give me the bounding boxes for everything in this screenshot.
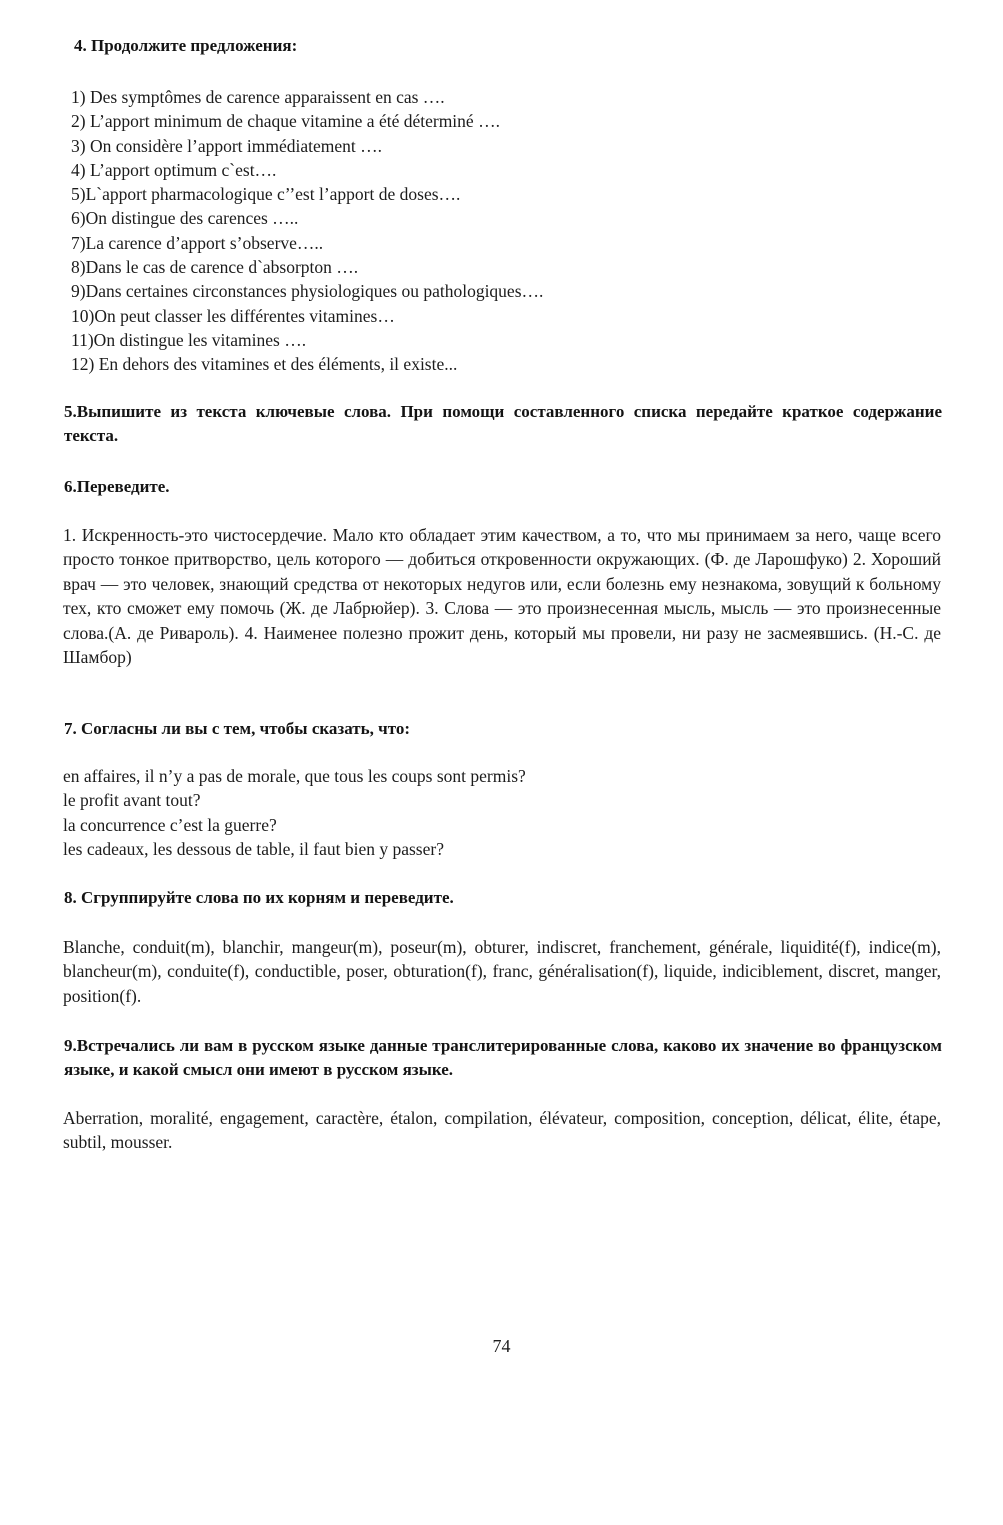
section-4-heading: 4. Продолжите предложения: [74, 36, 298, 55]
section-6-translation-text: 1. Искренность-это чистосердечие. Мало кто обладает этим качеством, а то, что мы принимаем за него, чаще всего просто тонкое притворство, цель которого — добиться откровенности окружающих. (Ф. де Ларошфуко) 2. Хороший врач — это человек, знающий средства от некоторых недугов или, если болезнь ему незнакома, зовущий к больному тех, кто сможет ему помочь (Ж. де Лабрюйер). 3. Слова — это произнесенная мысль, мысль — это произнесенные слова.(А. де Ривароль). 4. Наименее полезно прожит день, который мы провели, ни разу не засмеявшись. (Н.-С. де Шамбор) [63, 525, 941, 668]
list-item: 5)L`apport pharmacologique c’’est l’apport de doses…. [71, 184, 461, 205]
list-item: 9)Dans certaines circonstances physiologiques ou pathologiques…. [71, 281, 544, 302]
list-item: 7)La carence d’apport s’observe….. [71, 232, 324, 253]
section-6-heading: 6.Переведите. [64, 477, 170, 496]
section-9-heading: 9.Встречались ли вам в русском языке данные транслитерированные слова, каково их значение во французском языке, и какой смысл они имеют в русском языке. [64, 1036, 942, 1079]
section-8-heading: 8. Сгруппируйте слова по их корням и переведите. [64, 888, 454, 907]
list-item: 4) L’apport optimum c`est…. [71, 159, 277, 180]
section-4-sentence-list [71, 85, 543, 377]
list-item: 1) Des symptômes de carence apparaissent en cas …. [71, 87, 445, 107]
list-item: 10)On peut classer les différentes vitamines… [71, 305, 395, 326]
section-5-heading: 5.Выпишите из текста ключевые слова. При помощи составленного списка передайте краткое содержание текста. [64, 402, 942, 445]
list-item: le profit avant tout? [63, 790, 201, 811]
section-9-word-list: Aberration, moralité, engagement, caractère, étalon, compilation, élévateur, composition, conception, délicat, élite, étape, subtil, mousser. [63, 1108, 941, 1153]
list-item: 12) En dehors des vitamines et des éléments, il existe... [71, 354, 458, 375]
page-number: 74 [492, 1336, 511, 1356]
list-item: les cadeaux, les dessous de table, il faut bien y passer? [63, 838, 444, 859]
list-item: 8)Dans le cas de carence d`absorpton …. [71, 257, 359, 278]
list-item: 6)On distingue des carences ….. [71, 208, 299, 229]
list-item: en affaires, il n’y a pas de morale, que tous les coups sont permis? [63, 766, 526, 786]
list-item: 11)On distingue les vitamines …. [71, 329, 307, 350]
section-8-word-list: Blanche, conduit(m), blanchir, mangeur(m), poseur(m), obturer, indiscret, franchement, générale, liquidité(f), indice(m), blancheur(m), conduite(f), conductible, poser, obturation(f), franc, généralisation(f), liquide, indiciblement, discret, manger, position(f). [63, 937, 941, 1006]
list-item: 3) On considère l’apport immédiatement …. [71, 135, 383, 156]
section-7-question-list [63, 764, 526, 861]
list-item: 2) L’apport minimum de chaque vitamine a été déterminé …. [71, 111, 500, 132]
section-7-heading: 7. Согласны ли вы с тем, чтобы сказать, что: [64, 719, 411, 738]
list-item: la concurrence c’est la guerre? [63, 814, 277, 835]
